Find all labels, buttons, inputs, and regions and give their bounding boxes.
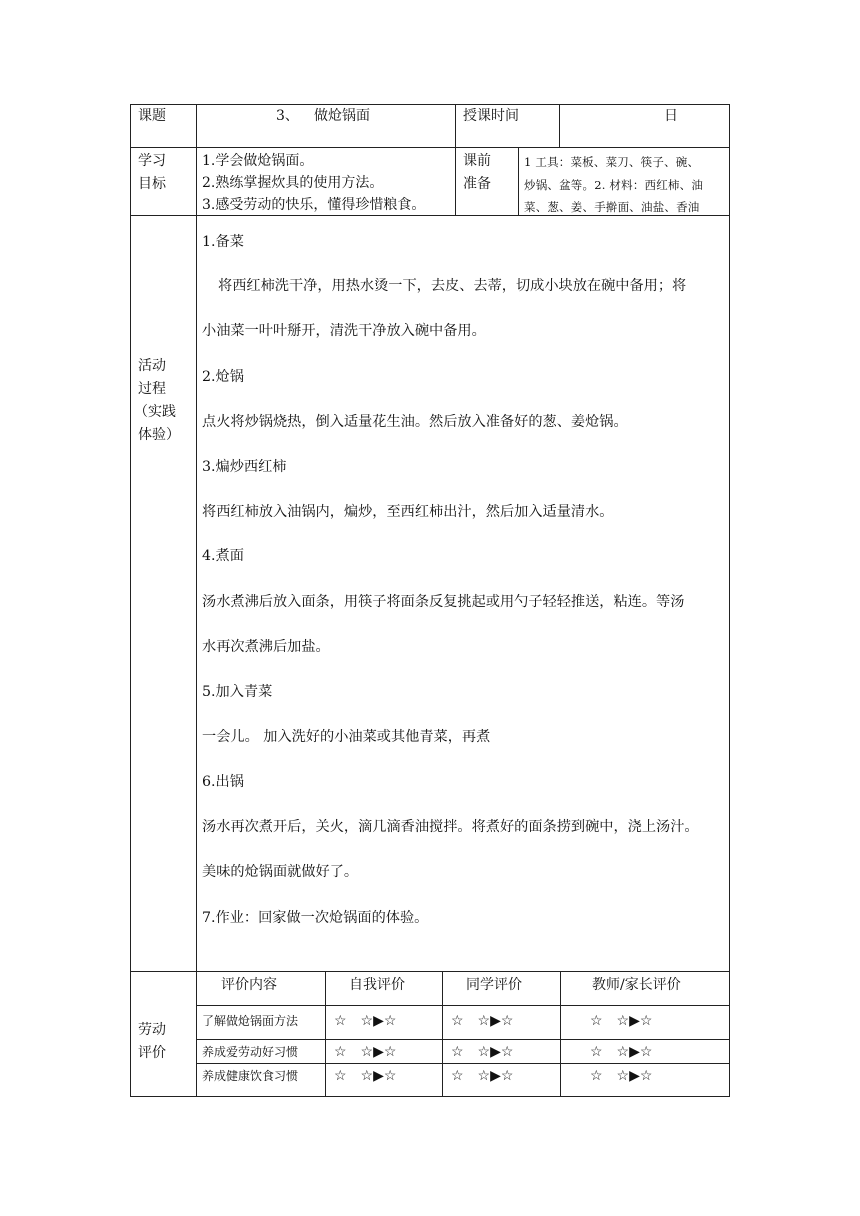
activity-line: 水再次煮沸后加盐。 [202,639,330,655]
rating-stars: ☆ ☆▶☆ [451,1013,514,1029]
activity-line: 点火将炒锅烧热，倒入适量花生油。然后放入准备好的葱、姜炝锅。 [202,414,628,430]
activity-line: 5.加入青菜 [202,684,273,700]
goals-label-line1: 学习 [138,153,166,169]
evaluation-label-line2: 评价 [138,1045,166,1061]
rule [130,104,131,1097]
goals-label-line2: 目标 [138,176,166,192]
rule [130,104,730,105]
rule [455,104,456,216]
evaluation-item: 了解做炝锅面方法 [202,1014,299,1028]
rule [130,147,730,148]
activity-line: 小油菜一叶叶掰开，清洗干净放入碗中备用。 [202,323,486,339]
rule [325,971,326,1097]
evaluation-item: 养成爱劳动好习惯 [202,1045,299,1059]
rule [130,1096,730,1097]
rule [559,104,560,148]
activity-line: 将西红柿洗干净，用热水烫一下，去皮、去蒂，切成小块放在碗中备用；将 [218,278,687,294]
activity-line: 2.炝锅 [202,369,244,385]
rule [560,971,561,1097]
rating-stars: ☆ ☆▶☆ [590,1044,653,1060]
evaluation-item: 养成健康饮食习惯 [202,1069,299,1083]
activity-line: 汤水煮沸后放入面条，用筷子将面条反复挑起或用勺子轻轻推送，粘连。等汤 [202,594,685,610]
goal-item: 3.感受劳动的快乐，懂得珍惜粮食。 [202,197,426,213]
activity-line: 一会儿。 加入洗好的小油菜或其他青菜，再煮 [202,729,491,745]
rule [442,971,443,1097]
time-label: 授课时间 [463,108,519,124]
topic-title: 做炝锅面 [314,108,370,124]
activity-line: 4.煮面 [202,548,244,564]
rating-stars: ☆ ☆▶☆ [334,1044,397,1060]
activity-line: 将西红柿放入油锅内，煸炒，至西红柿出汁，然后加入适量清水。 [202,504,614,520]
evaluation-header: 评价内容 [221,977,277,993]
evaluation-header: 同学评价 [466,977,522,993]
evaluation-header: 教师/家长评价 [592,977,681,993]
rating-stars: ☆ ☆▶☆ [590,1068,653,1084]
topic-label: 课题 [138,108,166,124]
evaluation-header: 自我评价 [349,977,405,993]
activity-line: 美味的炝锅面就做好了。 [202,864,359,880]
rule [196,104,197,1097]
activity-label-line: （实践 [134,404,176,420]
prep-line: 菜、葱、姜、手擀面、油盐、香油 [524,200,700,214]
rating-stars: ☆ ☆▶☆ [334,1013,397,1029]
rating-stars: ☆ ☆▶☆ [451,1044,514,1060]
goal-item: 1.学会做炝锅面。 [202,153,314,169]
rule [196,1005,730,1006]
evaluation-label-line1: 劳动 [138,1022,166,1038]
activity-line: 6.出锅 [202,774,244,790]
rule [729,104,730,1097]
prep-label-line1: 课前 [463,153,491,169]
rule [196,1063,730,1064]
rating-stars: ☆ ☆▶☆ [590,1013,653,1029]
rule [130,971,730,972]
rule [196,1039,730,1040]
topic-number: 3、 [276,108,299,124]
prep-label-line2: 准备 [463,176,491,192]
activity-label-line: 过程 [138,381,166,397]
activity-line: 3.煸炒西红柿 [202,459,287,475]
prep-line: 炒锅、盆等。2. 材料：西红柿、油 [524,178,704,192]
activity-line: 汤水再次煮开后，关火，滴几滴香油搅拌。将煮好的面条捞到碗中，浇上汤汁。 [202,819,699,835]
activity-label-line: 活动 [138,358,166,374]
rule [518,147,519,216]
goal-item: 2.熟练掌握炊具的使用方法。 [202,175,384,191]
activity-line: 1.备菜 [202,234,244,250]
time-value: 日 [664,108,678,124]
prep-line: 1 工具：菜板、菜刀、筷子、碗、 [524,155,700,169]
activity-label-line: 体验） [138,427,180,443]
activity-line: 7.作业：回家做一次炝锅面的体验。 [202,910,429,926]
rating-stars: ☆ ☆▶☆ [451,1068,514,1084]
rating-stars: ☆ ☆▶☆ [334,1068,397,1084]
